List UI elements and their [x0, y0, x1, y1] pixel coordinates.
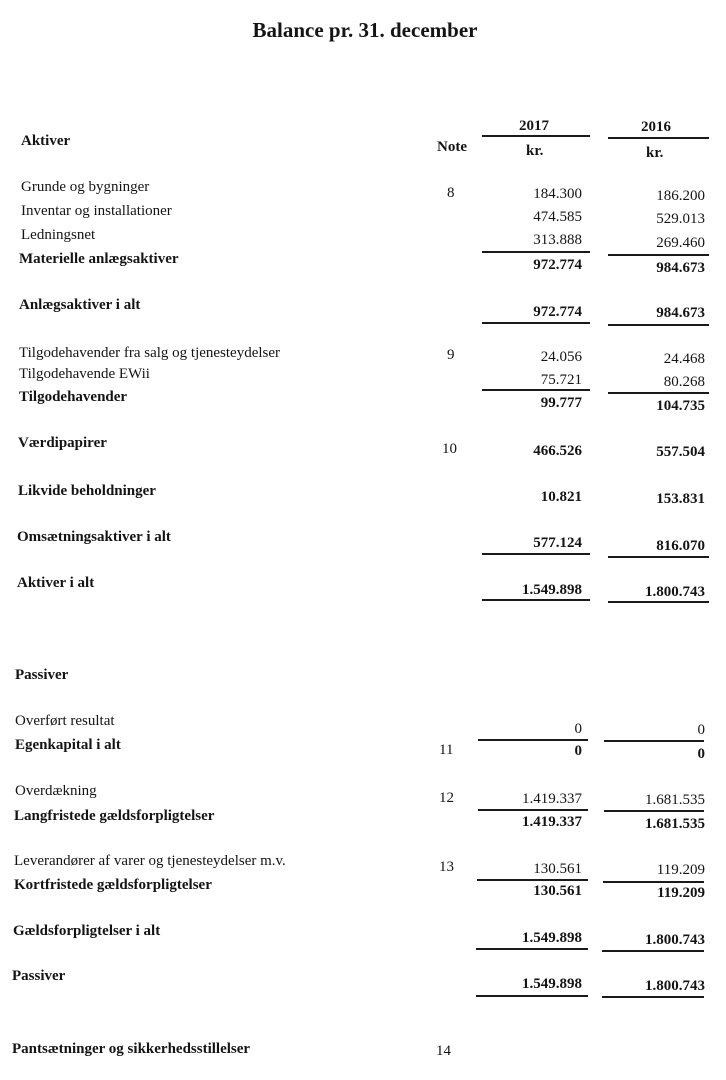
row-label-overdaekning: Overdækning — [15, 783, 97, 799]
value-2017-passiver-total: 1.549.898 — [522, 976, 582, 992]
value-2017-grunde: 184.300 — [533, 186, 582, 202]
value-2016-kortfristede: 119.209 — [657, 885, 705, 901]
row-label-ledningsnet: Ledningsnet — [21, 227, 96, 243]
value-2017-overfoert: 0 — [574, 721, 582, 737]
rule-2017-gaeld-ialt — [476, 948, 588, 950]
rule-2017-materielle — [482, 251, 590, 253]
rule-2016-egenkapital — [604, 740, 704, 742]
section-heading-passiver: Passiver — [15, 667, 69, 683]
value-2016-langfristede: 1.681.535 — [645, 816, 705, 832]
value-2016-materielle: 984.673 — [656, 260, 705, 276]
value-2016-vaerdipapirer: 557.504 — [656, 444, 705, 460]
row-label-likvide: Likvide beholdninger — [18, 483, 156, 499]
row-label-aktiver-ialt: Aktiver i alt — [17, 575, 95, 591]
value-2016-likvide: 153.831 — [656, 491, 705, 507]
rule-2016-gaeld-ialt — [602, 950, 704, 952]
note-ref-12: 12 — [439, 790, 454, 806]
rule-2017-passiver-total — [476, 995, 588, 997]
value-2017-langfristede: 1.419.337 — [522, 814, 582, 830]
row-label-passiver-total: Passiver — [12, 968, 66, 984]
value-2016-inventar: 529.013 — [656, 211, 705, 227]
value-2016-anlaeg-ialt: 984.673 — [656, 305, 705, 321]
rule-2017-anlaeg-ialt — [482, 322, 590, 324]
value-2016-grunde: 186.200 — [656, 188, 705, 204]
value-2017-tilgode-salg: 24.056 — [540, 349, 582, 365]
note-ref-14: 14 — [436, 1043, 451, 1059]
value-2016-overfoert: 0 — [697, 722, 705, 738]
value-2016-passiver-total: 1.800.743 — [645, 978, 705, 994]
value-2016-egenkapital: 0 — [697, 746, 705, 762]
value-2017-egenkapital: 0 — [574, 743, 582, 759]
value-2017-omsaetning-ialt: 577.124 — [533, 535, 582, 551]
rule-2016-tilgodehavender — [608, 392, 709, 394]
value-2016-tilgode-ewii: 80.268 — [663, 374, 705, 390]
value-2016-overdaekning: 1.681.535 — [645, 792, 705, 808]
row-label-tilgode-ewii: Tilgodehavende EWii — [19, 366, 150, 382]
value-2017-gaeld-ialt: 1.549.898 — [522, 930, 582, 946]
value-2016-leverandoerer: 119.209 — [656, 862, 705, 878]
year-2016-header: 2016 — [641, 119, 671, 135]
value-2017-likvide: 10.821 — [540, 489, 582, 505]
header-rule-2017 — [482, 135, 590, 137]
section-heading-aktiver: Aktiver — [21, 133, 71, 149]
value-2017-anlaeg-ialt: 972.774 — [533, 304, 582, 320]
row-label-overfoert: Overført resultat — [15, 713, 115, 729]
rule-2017-langfristede — [478, 809, 588, 811]
rule-2016-kortfristede — [603, 881, 704, 883]
value-2016-tilgodehavender: 104.735 — [656, 398, 705, 414]
row-label-pantsaetninger: Pantsætninger og sikkerhedsstillelser — [12, 1041, 251, 1057]
rule-2016-omsaetning-ialt — [608, 556, 709, 558]
value-2016-tilgode-salg: 24.468 — [663, 351, 705, 367]
unit-2017-header: kr. — [526, 143, 544, 159]
value-2016-omsaetning-ialt: 816.070 — [656, 538, 705, 554]
row-label-omsaetning-ialt: Omsætningsaktiver i alt — [17, 529, 171, 545]
row-label-materielle: Materielle anlægsaktiver — [19, 251, 179, 267]
value-2016-ledningsnet: 269.460 — [656, 235, 705, 251]
rule-2016-aktiver-ialt — [608, 601, 709, 603]
value-2017-leverandoerer: 130.561 — [533, 861, 582, 877]
row-label-vaerdipapirer: Værdipapirer — [18, 435, 107, 451]
note-ref-8: 8 — [447, 185, 455, 201]
row-label-kortfristede: Kortfristede gældsforpligtelser — [14, 877, 212, 893]
rule-2017-egenkapital — [478, 739, 588, 741]
note-ref-9: 9 — [447, 347, 455, 363]
header-rule-2016 — [608, 137, 709, 139]
value-2017-aktiver-ialt: 1.549.898 — [522, 582, 582, 598]
row-label-inventar: Inventar og installationer — [21, 203, 172, 219]
unit-2016-header: kr. — [646, 145, 664, 161]
rule-2016-langfristede — [604, 810, 704, 812]
row-label-grunde: Grunde og bygninger — [21, 179, 150, 195]
value-2017-overdaekning: 1.419.337 — [522, 791, 582, 807]
year-2017-header: 2017 — [519, 118, 549, 134]
row-label-anlaeg-ialt: Anlægsaktiver i alt — [19, 297, 141, 313]
rule-2017-tilgodehavender — [482, 389, 590, 391]
row-label-tilgodehavender: Tilgodehavender — [19, 389, 128, 405]
rule-2017-omsaetning-ialt — [482, 553, 590, 555]
note-ref-13: 13 — [439, 859, 454, 875]
value-2016-aktiver-ialt: 1.800.743 — [645, 584, 705, 600]
rule-2016-anlaeg-ialt — [608, 324, 709, 326]
value-2017-vaerdipapirer: 466.526 — [533, 443, 582, 459]
note-ref-11: 11 — [439, 742, 454, 758]
value-2017-materielle: 972.774 — [533, 257, 582, 273]
row-label-tilgode-salg: Tilgodehavender fra salg og tjenesteydelser — [19, 345, 281, 361]
value-2017-tilgode-ewii: 75.721 — [540, 372, 582, 388]
note-column-header: Note — [437, 139, 467, 155]
row-label-gaeld-ialt: Gældsforpligtelser i alt — [13, 923, 161, 939]
value-2017-tilgodehavender: 99.777 — [540, 395, 582, 411]
rule-2016-materielle — [608, 254, 709, 256]
value-2016-gaeld-ialt: 1.800.743 — [645, 932, 705, 948]
note-ref-10: 10 — [442, 441, 457, 457]
rule-2016-passiver-total — [602, 996, 704, 998]
value-2017-kortfristede: 130.561 — [533, 883, 582, 899]
row-label-langfristede: Langfristede gældsforpligtelser — [14, 808, 215, 824]
page-title: Balance pr. 31. december — [252, 18, 478, 42]
row-label-egenkapital: Egenkapital i alt — [15, 737, 121, 753]
row-label-leverandoerer: Leverandører af varer og tjenesteydelser m.v. — [14, 853, 286, 869]
rule-2017-kortfristede — [477, 879, 588, 881]
rule-2017-aktiver-ialt — [482, 599, 590, 601]
value-2017-ledningsnet: 313.888 — [533, 232, 582, 248]
value-2017-inventar: 474.585 — [533, 209, 582, 225]
